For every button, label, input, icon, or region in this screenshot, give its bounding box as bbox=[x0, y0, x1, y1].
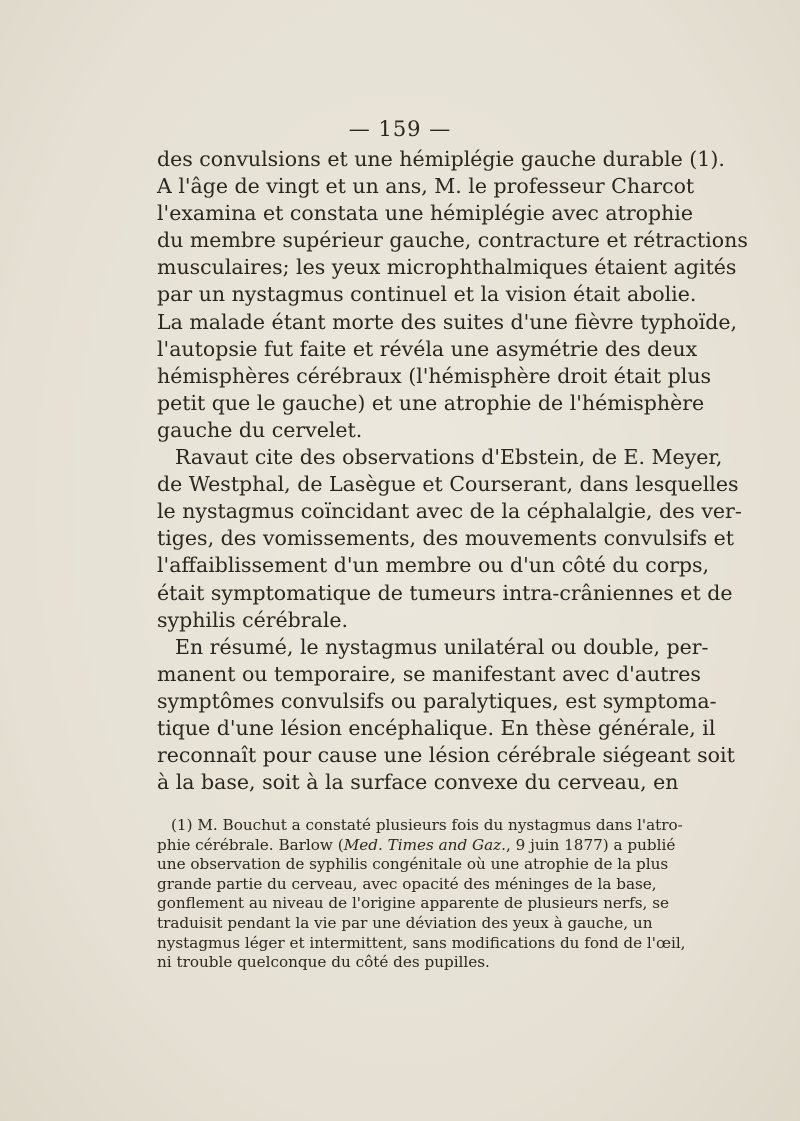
footnote-line: gonflement au niveau de l'origine apparente de plusieurs nerfs, se bbox=[157, 894, 669, 913]
text-line: l'autopsie fut faite et révéla une asymétrie des deux bbox=[157, 336, 698, 361]
text-line: petit que le gauche) et une atrophie de l'hémisphère bbox=[157, 390, 705, 415]
footnote-line: grande partie du cerveau, avec opacité des méninges de la base, bbox=[157, 874, 657, 893]
text-line: reconnaît pour cause une lésion cérébrale siégeant soit bbox=[157, 743, 735, 768]
text-line: à la base, soit à la surface convexe du cerveau, en bbox=[157, 770, 679, 795]
text-line: syphilis cérébrale. bbox=[157, 607, 349, 632]
page-number: — 159 — bbox=[348, 117, 452, 141]
text-line: l'examina et constata une hémiplégie avec atrophie bbox=[157, 201, 693, 226]
text-line: gauche du cervelet. bbox=[157, 417, 363, 442]
text-line: l'affaiblissement d'un membre ou d'un côté du corps, bbox=[157, 553, 710, 578]
footnote bbox=[157, 816, 686, 973]
footnote-text: , 9 juin 1877) a publié bbox=[506, 835, 676, 854]
footnote-line: (1) M. Bouchut a constaté plusieurs fois du nystagmus dans l'atro- bbox=[171, 816, 683, 834]
text-line: manent ou temporaire, se manifestant avec d'autres bbox=[157, 661, 701, 686]
text-line: était symptomatique de tumeurs intra-crâniennes et de bbox=[157, 580, 733, 605]
text-line: symptômes convulsifs ou paralytiques, est symptoma- bbox=[157, 688, 717, 713]
footnote-line: une observation de syphilis congénitale où une atrophie de la plus bbox=[157, 855, 669, 874]
footnote-line: nystagmus léger et intermittent, sans modifications du fond de l'œil, bbox=[157, 933, 686, 952]
footnote-line: traduisit pendant la vie par une déviation des yeux à gauche, un bbox=[157, 913, 653, 932]
text-line: Ravaut cite des observations d'Ebstein, de E. Meyer, bbox=[175, 445, 723, 470]
text-line: En résumé, le nystagmus unilatéral ou double, per- bbox=[175, 634, 709, 659]
text-line: tique d'une lésion encéphalique. En thèse générale, il bbox=[157, 715, 716, 740]
text-line: le nystagmus coïncidant avec de la céphalalgie, des ver- bbox=[157, 499, 742, 524]
footnote-line: ni trouble quelconque du côté des pupilles. bbox=[157, 953, 490, 972]
text-line: A l'âge de vingt et un ans, M. le professeur Charcot bbox=[157, 174, 695, 199]
text-line: La malade étant morte des suites d'une fièvre typhoïde, bbox=[157, 309, 738, 334]
body-text bbox=[157, 146, 748, 796]
footnote-citation: Med. Times and Gaz. bbox=[343, 835, 507, 854]
text-line: hémisphères cérébraux (l'hémisphère droit était plus bbox=[157, 363, 712, 388]
text-line: de Westphal, de Lasègue et Courserant, dans lesquelles bbox=[157, 472, 739, 497]
text-line: musculaires; les yeux microphthalmiques étaient agités bbox=[157, 255, 737, 280]
footnote-text: phie cérébrale. Barlow ( bbox=[157, 835, 344, 854]
footnote-line bbox=[157, 835, 676, 856]
text-line: des convulsions et une hémiplégie gauche durable (1). bbox=[157, 147, 725, 171]
text-line: tiges, des vomissements, des mouvements convulsifs et bbox=[157, 526, 735, 551]
text-line: du membre supérieur gauche, contracture et rétractions bbox=[157, 228, 748, 253]
text-line: par un nystagmus continuel et la vision était abolie. bbox=[157, 282, 697, 307]
